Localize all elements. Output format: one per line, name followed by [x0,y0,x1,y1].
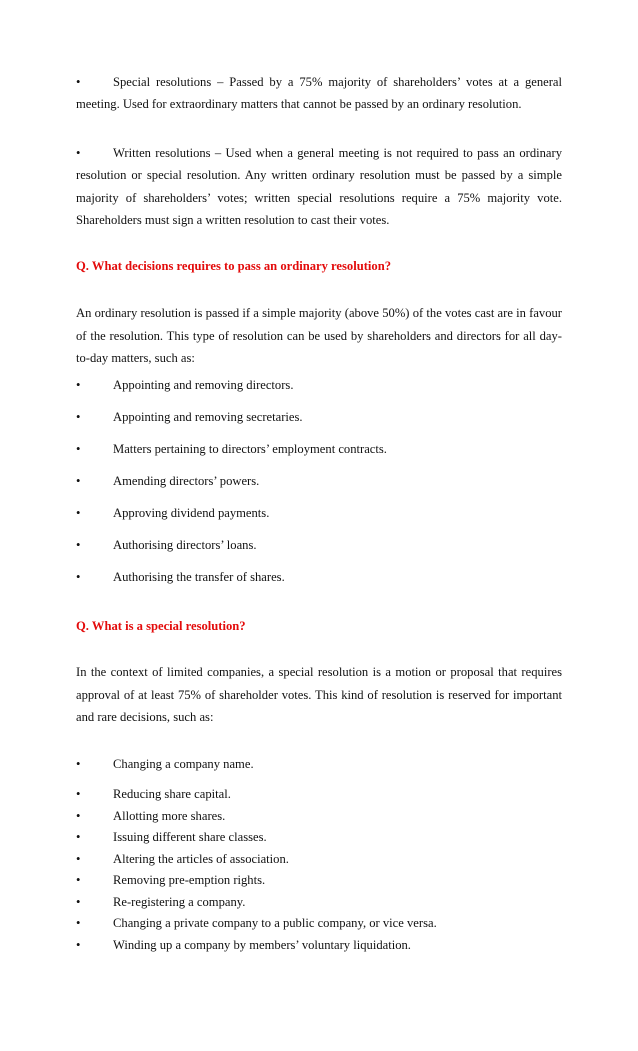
bullet-marker: • [76,809,81,823]
bullet-marker: • [76,474,81,488]
bullet-special-resolutions [76,71,562,94]
bullet-marker: • [76,873,81,887]
list-item: • Altering the articles of association. [76,848,562,871]
bullet-continuation: resolution or special resolution. Any written ordinary resolution must be passed by a simple majority of shareholders’ votes; written special resolutions require a 75% majority vote. Shareholders must sign a written resolution to cast their votes. [76,168,562,227]
list-item: • Issuing different share classes. [76,826,562,849]
special-resolution-intro: In the context of limited companies, a special resolution is a motion or proposal that requires approval of at least 75% of shareholder votes. This kind of resolution is reserved for important and rare decisions, such as: [76,665,562,724]
bullet-marker: • [76,538,81,552]
bullet-marker: • [76,570,81,584]
bullet-marker: • [76,916,81,930]
bullet-marker: • [76,895,81,909]
list-item: • Removing pre-emption rights. [76,869,562,892]
bullet-marker: • [76,852,81,866]
list-item: • Allotting more shares. [76,805,562,828]
bullet-marker: • [76,75,81,89]
list-item: • Approving dividend payments. [76,502,562,525]
bullet-marker: • [76,378,81,392]
bullet-marker: • [76,442,81,456]
bullet-marker: • [76,410,81,424]
bullet-text: Special resolutions – Passed by a 75% majority of shareholders’ votes at a general [113,75,562,89]
section-heading-special-resolution: Q. What is a special resolution? [76,619,246,633]
list-item: • Re-registering a company. [76,891,562,914]
list-item: • Authorising the transfer of shares. [76,566,562,589]
list-item: • Changing a private company to a public company, or vice versa. [76,912,562,935]
list-item: • Authorising directors’ loans. [76,534,562,557]
section-heading-ordinary-resolution: Q. What decisions requires to pass an ordinary resolution? [76,259,392,273]
list-item: • Amending directors’ powers. [76,470,562,493]
bullet-marker: • [76,757,81,771]
ordinary-resolution-intro: An ordinary resolution is passed if a simple majority (above 50%) of the votes cast are in favour of the resolution. This type of resolution can be used by shareholders and directors for all day-to-day matters, such as: [76,306,562,365]
list-item: • Appointing and removing secretaries. [76,406,562,429]
bullet-continuation: meeting. Used for extraordinary matters that cannot be passed by an ordinary resolution. [76,97,522,111]
bullet-marker: • [76,830,81,844]
bullet-marker: • [76,938,81,952]
bullet-written-resolutions [76,142,562,165]
bullet-marker: • [76,787,81,801]
list-item: • Appointing and removing directors. [76,374,562,397]
list-item: • Matters pertaining to directors’ employment contracts. [76,438,562,461]
bullet-text: Written resolutions – Used when a general meeting is not required to pass an ordinary [113,146,562,160]
list-item: • Changing a company name. [76,753,562,776]
bullet-marker: • [76,146,81,160]
bullet-marker: • [76,506,81,520]
list-item: • Winding up a company by members’ voluntary liquidation. [76,934,562,957]
list-item: • Reducing share capital. [76,783,562,806]
